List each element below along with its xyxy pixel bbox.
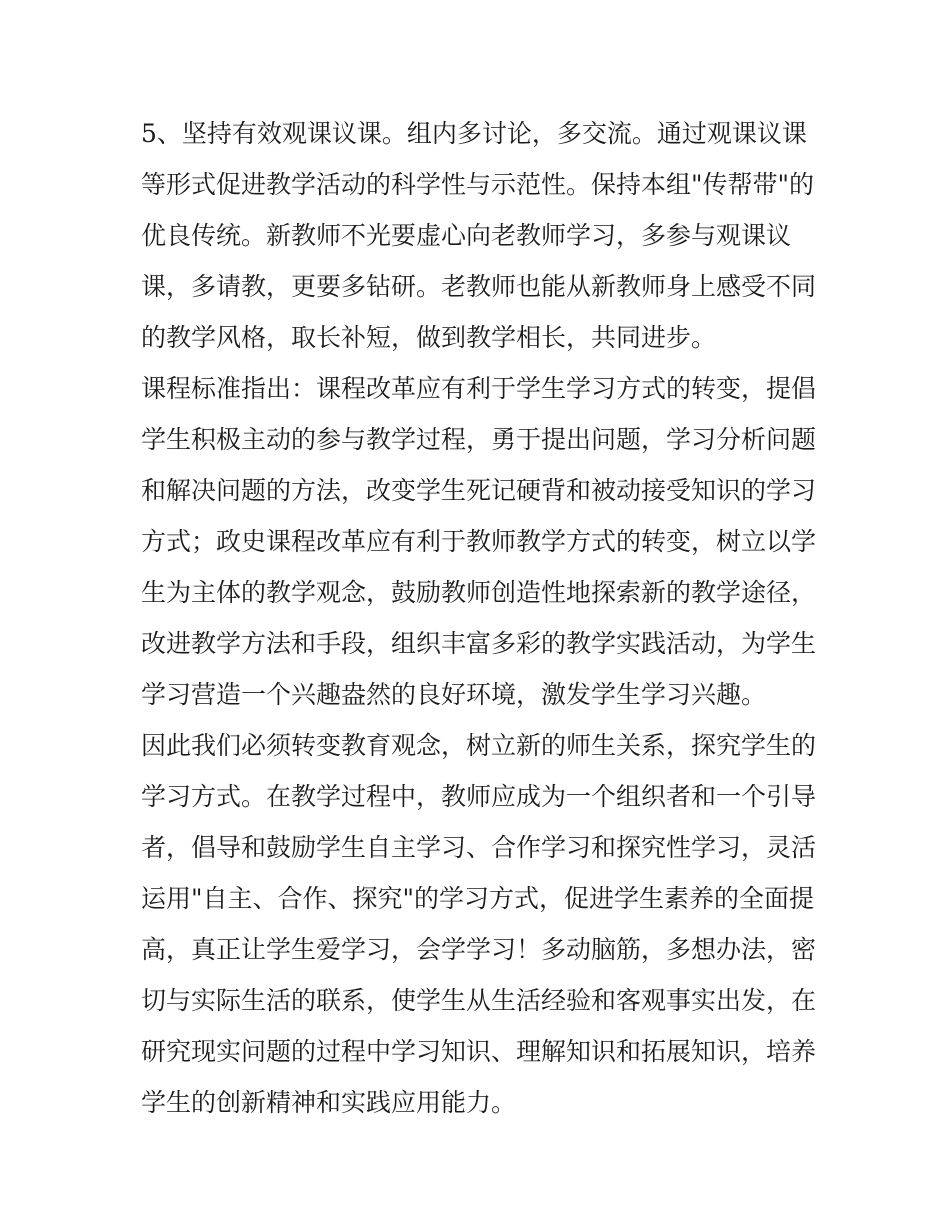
text-line: 优良传统。新教师不光要虚心向老教师学习，多参与观课议 [141,221,792,250]
text-line: 方式；政史课程改革应有利于教师教学方式的转变，树立以学 [141,527,817,556]
text-line: 5、坚持有效观课议课。组内多讨论，多交流。通过观课议课 [141,119,807,148]
text-line: 运用"自主、合作、探究"的学习方式，促进学生素养的全面提 [141,884,815,913]
text-line: 因此我们必须转变教育观念，树立新的师生关系，探究学生的 [141,731,817,760]
text-line: 学生积极主动的参与教学过程，勇于提出问题，学习分析问题 [141,425,817,454]
text-line: 课程标准指出：课程改革应有利于学生学习方式的转变，提倡 [141,374,817,403]
paragraph-curriculum-standard [141,363,817,720]
text-line: 和解决问题的方法，改变学生死记硬背和被动接受知识的学习 [141,476,817,505]
text-line: 学习方式。在教学过程中，教师应成为一个组织者和一个引导 [141,782,817,811]
text-line: 学习营造一个兴趣盎然的良好环境，激发学生学习兴趣。 [141,680,767,709]
paragraph-observe-lessons [141,108,817,363]
text-line: 的教学风格，取长补短，做到教学相长，共同进步。 [141,323,717,352]
text-line: 高，真正让学生爱学习，会学学习！多动脑筋，多想办法，密 [141,935,817,964]
text-line: 切与实际生活的联系，使学生从生活经验和客观事实出发，在 [141,986,817,1015]
document-body [141,108,817,1128]
text-line: 课，多请教，更要多钻研。老教师也能从新教师身上感受不同 [141,272,817,301]
text-line: 学生的创新精神和实践应用能力。 [141,1088,517,1117]
text-line: 生为主体的教学观念，鼓励教师创造性地探索新的教学途径， [141,578,817,607]
text-line: 改进教学方法和手段，组织丰富多彩的教学实践活动，为学生 [141,629,817,658]
text-line: 等形式促进教学活动的科学性与示范性。保持本组"传帮带"的 [141,170,815,199]
text-line: 研究现实问题的过程中学习知识、理解知识和拓展知识，培养 [141,1037,817,1066]
text-line: 者，倡导和鼓励学生自主学习、合作学习和探究性学习，灵活 [141,833,817,862]
paragraph-teaching-concept [141,720,817,1128]
